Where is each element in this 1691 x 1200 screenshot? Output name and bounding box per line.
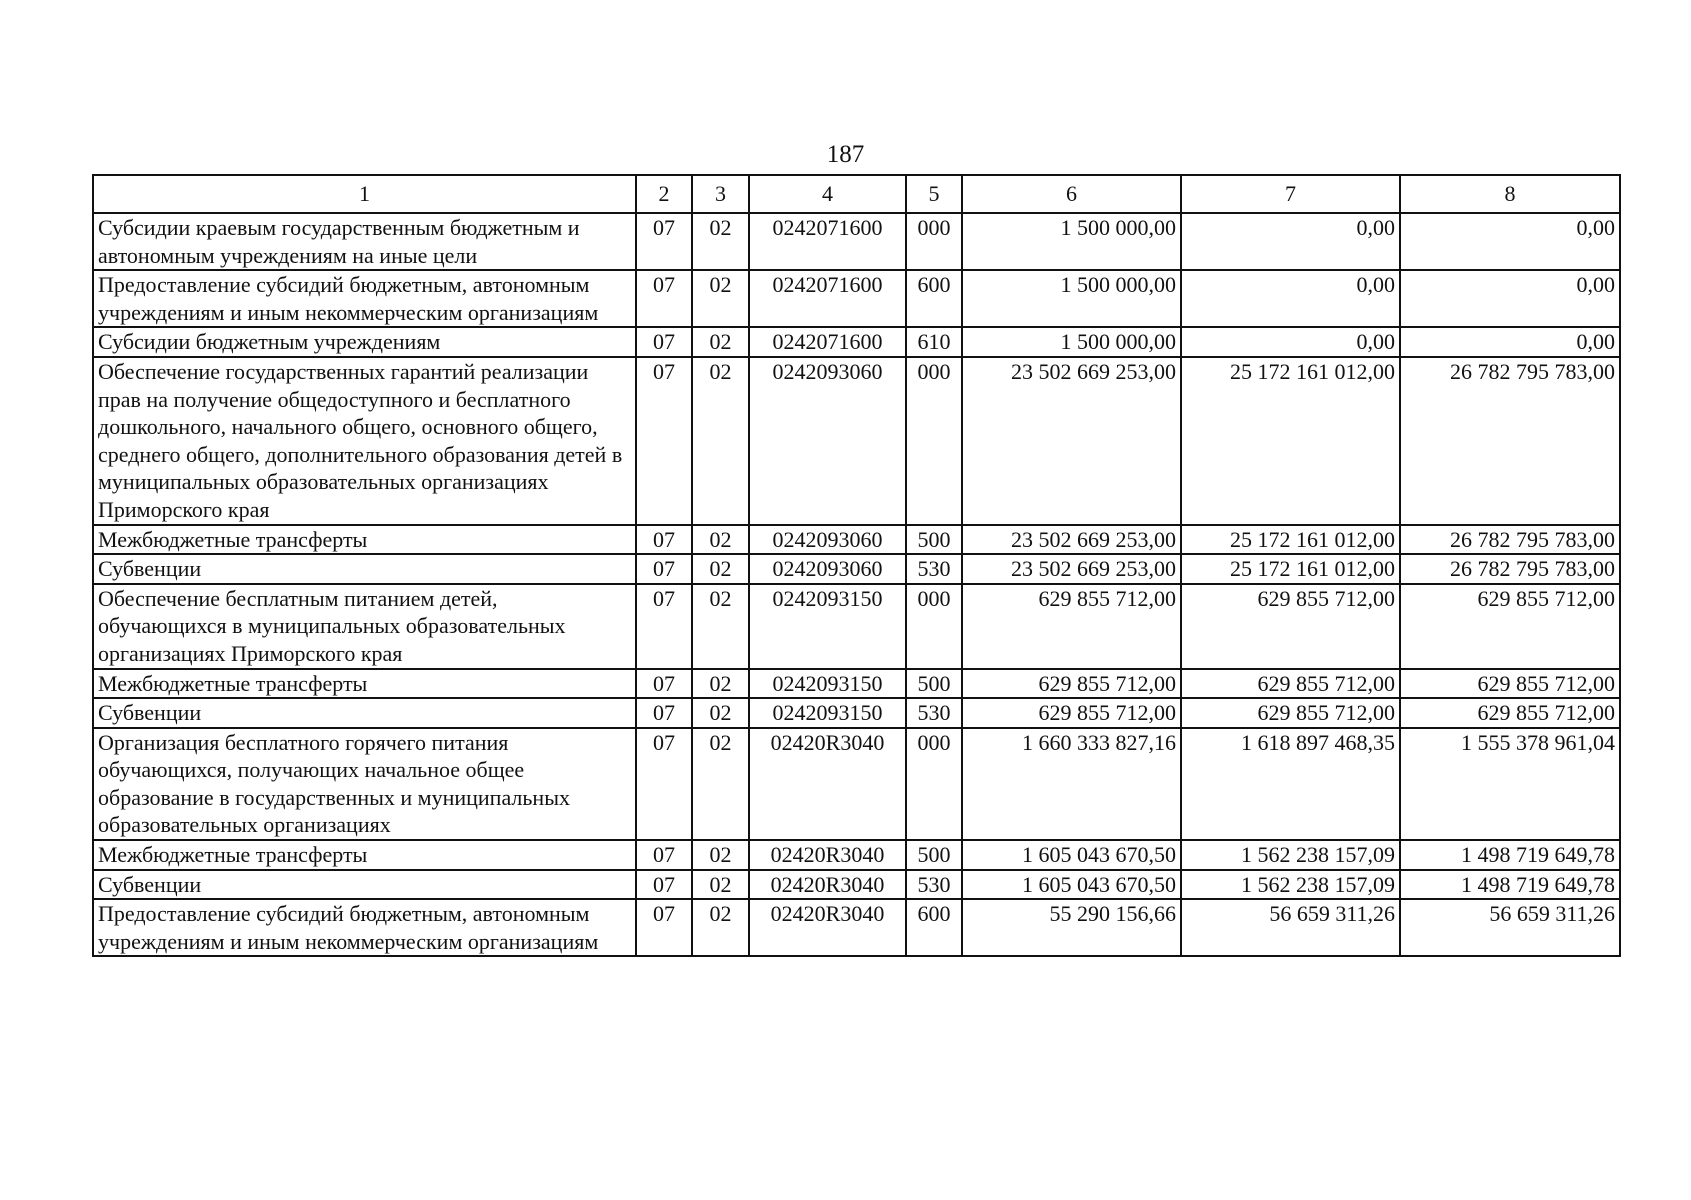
row-amount-6: 629 855 712,00 [962, 584, 1181, 669]
row-expense-type: 000 [906, 357, 962, 525]
row-name: Межбюджетные трансферты [93, 669, 636, 699]
row-amount-6: 1 500 000,00 [962, 270, 1181, 327]
table-row [93, 357, 1620, 525]
row-target-code: 02420R3040 [749, 728, 906, 840]
row-amount-7: 25 172 161 012,00 [1181, 525, 1400, 555]
row-subsection: 02 [692, 327, 749, 357]
table-row [93, 870, 1620, 900]
row-amount-7: 629 855 712,00 [1181, 584, 1400, 669]
row-amount-6: 23 502 669 253,00 [962, 525, 1181, 555]
row-name: Обеспечение государственных гарантий реализации прав на получение общедоступного и бесплатного дошкольного, начального общего, основного общего, среднего общего, дополнительного образования детей в муниципальных образовательных организациях Приморского края [93, 357, 636, 525]
row-section: 07 [636, 669, 692, 699]
row-name: Субвенции [93, 554, 636, 584]
row-name: Субвенции [93, 870, 636, 900]
row-amount-8: 1 498 719 649,78 [1400, 870, 1620, 900]
column-header-6: 6 [962, 175, 1181, 213]
row-expense-type: 610 [906, 327, 962, 357]
row-amount-6: 1 605 043 670,50 [962, 870, 1181, 900]
row-subsection: 02 [692, 728, 749, 840]
table-row [93, 698, 1620, 728]
row-amount-7: 56 659 311,26 [1181, 899, 1400, 956]
row-section: 07 [636, 840, 692, 870]
row-amount-8: 629 855 712,00 [1400, 698, 1620, 728]
row-name: Субвенции [93, 698, 636, 728]
row-amount-7: 0,00 [1181, 213, 1400, 270]
page-number: 187 [826, 141, 865, 168]
table-row [93, 554, 1620, 584]
column-header-7: 7 [1181, 175, 1400, 213]
row-amount-8: 26 782 795 783,00 [1400, 525, 1620, 555]
row-amount-6: 55 290 156,66 [962, 899, 1181, 956]
row-target-code: 02420R3040 [749, 899, 906, 956]
row-amount-7: 25 172 161 012,00 [1181, 554, 1400, 584]
row-target-code: 0242071600 [749, 327, 906, 357]
table-row [93, 669, 1620, 699]
row-subsection: 02 [692, 870, 749, 900]
row-amount-7: 629 855 712,00 [1181, 698, 1400, 728]
column-header-1: 1 [93, 175, 636, 213]
row-amount-8: 0,00 [1400, 270, 1620, 327]
row-name: Обеспечение бесплатным питанием детей, обучающихся в муниципальных образовательных организациях Приморского края [93, 584, 636, 669]
row-amount-8: 0,00 [1400, 213, 1620, 270]
row-section: 07 [636, 554, 692, 584]
row-subsection: 02 [692, 669, 749, 699]
row-subsection: 02 [692, 584, 749, 669]
row-target-code: 0242071600 [749, 213, 906, 270]
table-row [93, 899, 1620, 956]
row-target-code: 0242071600 [749, 270, 906, 327]
table-row [93, 213, 1620, 270]
table-row [93, 270, 1620, 327]
header-row [93, 175, 1620, 213]
row-section: 07 [636, 899, 692, 956]
row-expense-type: 530 [906, 698, 962, 728]
row-expense-type: 500 [906, 669, 962, 699]
row-amount-7: 1 618 897 468,35 [1181, 728, 1400, 840]
row-name: Предоставление субсидий бюджетным, автономным учреждениям и иным некоммерческим организациям [93, 899, 636, 956]
row-amount-7: 1 562 238 157,09 [1181, 840, 1400, 870]
row-expense-type: 000 [906, 584, 962, 669]
row-amount-7: 1 562 238 157,09 [1181, 870, 1400, 900]
column-header-5: 5 [906, 175, 962, 213]
row-target-code: 02420R3040 [749, 870, 906, 900]
row-section: 07 [636, 270, 692, 327]
row-subsection: 02 [692, 554, 749, 584]
row-name: Организация бесплатного горячего питания обучающихся, получающих начальное общее образование в государственных и муниципальных образовательных организациях [93, 728, 636, 840]
row-target-code: 0242093150 [749, 584, 906, 669]
row-amount-8: 629 855 712,00 [1400, 669, 1620, 699]
row-name: Межбюджетные трансферты [93, 525, 636, 555]
row-subsection: 02 [692, 840, 749, 870]
row-target-code: 0242093060 [749, 357, 906, 525]
row-amount-6: 1 500 000,00 [962, 327, 1181, 357]
row-target-code: 0242093150 [749, 698, 906, 728]
row-name: Субсидии бюджетным учреждениям [93, 327, 636, 357]
row-name: Межбюджетные трансферты [93, 840, 636, 870]
column-header-8: 8 [1400, 175, 1620, 213]
row-name: Субсидии краевым государственным бюджетным и автономным учреждениям на иные цели [93, 213, 636, 270]
row-amount-6: 629 855 712,00 [962, 669, 1181, 699]
table-row [93, 584, 1620, 669]
row-expense-type: 500 [906, 525, 962, 555]
row-expense-type: 600 [906, 899, 962, 956]
row-amount-7: 629 855 712,00 [1181, 669, 1400, 699]
row-expense-type: 600 [906, 270, 962, 327]
row-amount-7: 0,00 [1181, 327, 1400, 357]
row-amount-8: 26 782 795 783,00 [1400, 554, 1620, 584]
row-subsection: 02 [692, 213, 749, 270]
row-name: Предоставление субсидий бюджетным, автономным учреждениям и иным некоммерческим организациям [93, 270, 636, 327]
row-expense-type: 000 [906, 728, 962, 840]
row-amount-6: 1 500 000,00 [962, 213, 1181, 270]
row-section: 07 [636, 728, 692, 840]
row-section: 07 [636, 357, 692, 525]
row-amount-8: 26 782 795 783,00 [1400, 357, 1620, 525]
table-row [93, 840, 1620, 870]
row-target-code: 0242093150 [749, 669, 906, 699]
row-amount-6: 629 855 712,00 [962, 698, 1181, 728]
row-section: 07 [636, 870, 692, 900]
table-row [93, 525, 1620, 555]
row-target-code: 0242093060 [749, 554, 906, 584]
row-amount-6: 1 605 043 670,50 [962, 840, 1181, 870]
row-amount-6: 1 660 333 827,16 [962, 728, 1181, 840]
row-amount-7: 25 172 161 012,00 [1181, 357, 1400, 525]
row-section: 07 [636, 698, 692, 728]
budget-table [92, 174, 1621, 957]
row-amount-8: 56 659 311,26 [1400, 899, 1620, 956]
row-amount-8: 0,00 [1400, 327, 1620, 357]
row-section: 07 [636, 525, 692, 555]
row-expense-type: 530 [906, 554, 962, 584]
table-row [93, 327, 1620, 357]
row-subsection: 02 [692, 698, 749, 728]
table-row [93, 728, 1620, 840]
column-header-4: 4 [749, 175, 906, 213]
table-body [93, 213, 1620, 956]
row-target-code: 0242093060 [749, 525, 906, 555]
row-amount-6: 23 502 669 253,00 [962, 357, 1181, 525]
row-amount-8: 1 498 719 649,78 [1400, 840, 1620, 870]
row-subsection: 02 [692, 525, 749, 555]
row-expense-type: 500 [906, 840, 962, 870]
row-amount-6: 23 502 669 253,00 [962, 554, 1181, 584]
row-amount-8: 1 555 378 961,04 [1400, 728, 1620, 840]
column-header-2: 2 [636, 175, 692, 213]
row-amount-8: 629 855 712,00 [1400, 584, 1620, 669]
row-subsection: 02 [692, 899, 749, 956]
row-expense-type: 530 [906, 870, 962, 900]
row-section: 07 [636, 327, 692, 357]
column-header-3: 3 [692, 175, 749, 213]
row-subsection: 02 [692, 270, 749, 327]
row-section: 07 [636, 213, 692, 270]
row-subsection: 02 [692, 357, 749, 525]
row-section: 07 [636, 584, 692, 669]
table-header [93, 175, 1620, 213]
row-amount-7: 0,00 [1181, 270, 1400, 327]
row-expense-type: 000 [906, 213, 962, 270]
row-target-code: 02420R3040 [749, 840, 906, 870]
